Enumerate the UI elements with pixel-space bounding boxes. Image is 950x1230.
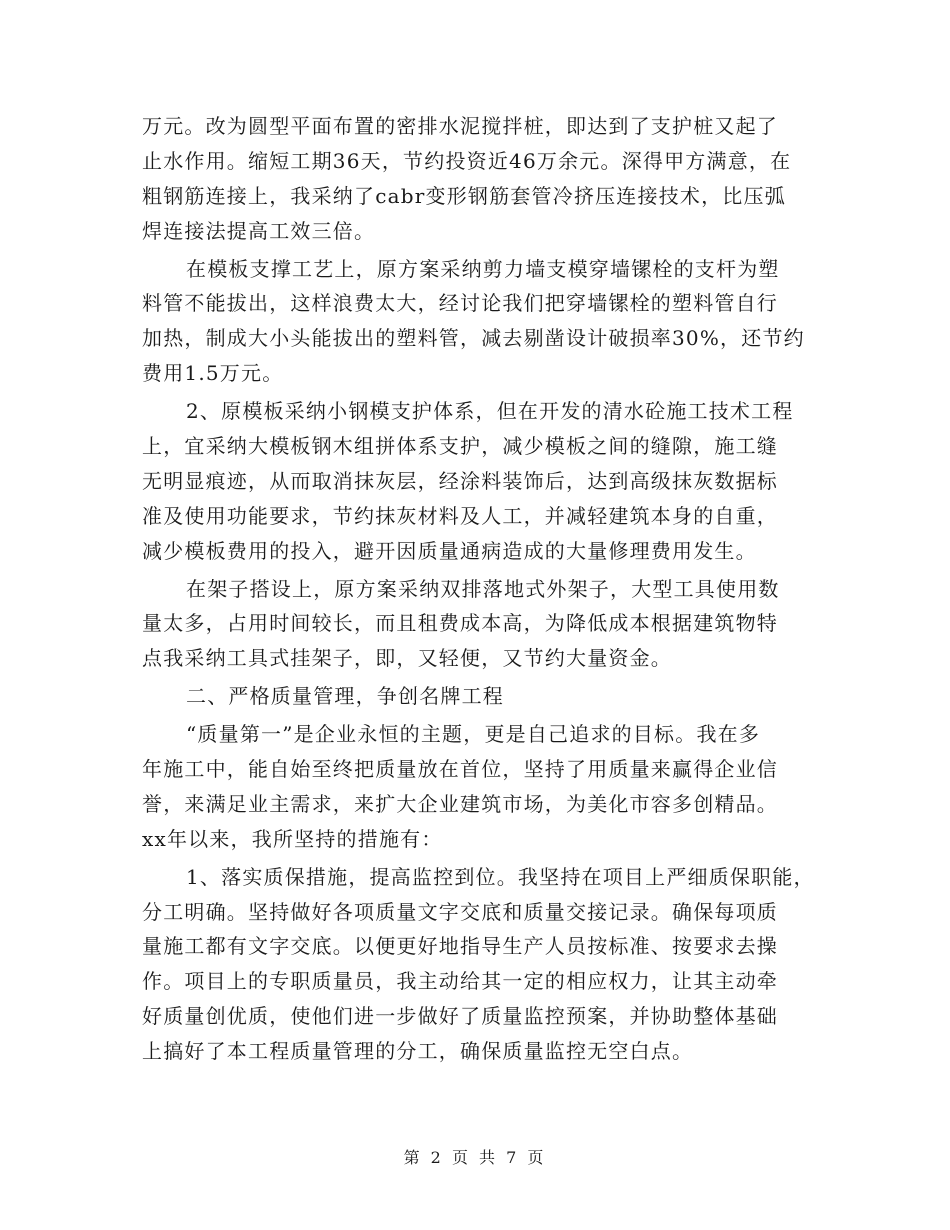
text-line: 量太多，占用时间较长，而且租费成本高，为降低成本根据建筑物特 — [142, 611, 778, 636]
text-line: 焊连接法提高工效三倍。 — [142, 218, 376, 243]
text-line: 粗钢筋连接上，我采纳了cabr变形钢筋套管冷挤压连接技术，比压弧 — [142, 183, 786, 208]
text-line: 止水作用。缩短工期36天，节约投资近46万余元。深得甲方满意，在 — [142, 148, 792, 173]
text-line: 在模板支撑工艺上，原方案采纳剪力墙支模穿墙镙栓的支杆为塑 — [186, 256, 780, 281]
text-line: 点我采纳工具式挂架子，即，又轻便，又节约大量资金。 — [142, 646, 672, 671]
text-line: 万元。改为圆型平面布置的密排水泥搅拌桩，即达到了支护桩又起了 — [142, 114, 778, 138]
text-line: 费用1.5万元。 — [142, 361, 284, 386]
text-line: 年施工中，能自始至终把质量放在首位，坚持了用质量来赢得企业信 — [142, 757, 778, 782]
text-line: 上搞好了本工程质量管理的分工，确保质量监控无空白点。 — [142, 1039, 694, 1064]
text-line: 量施工都有文字交底。以便更好地指导生产人员按标准、按要求去操 — [142, 934, 778, 959]
text-line: 1、落实质保措施，提高监控到位。我坚持在项目上严细质保职能， — [186, 864, 815, 889]
text-line: 好质量创优质，使他们进一步做好了质量监控预案，并协助整体基础 — [142, 1004, 778, 1029]
text-line: 誉，来满足业主需求，来扩大企业建筑市场，为美化市容多创精品。 — [142, 791, 778, 816]
text-line: xx年以来，我所坚持的措施有： — [142, 826, 443, 851]
text-line: 加热，制成大小头能拔出的塑料管，减去剔凿设计破损率30%，还节约 — [142, 326, 805, 351]
text-line: 2、原模板采纳小钢模支护体系，但在开发的清水砼施工技术工程 — [186, 399, 794, 424]
text-line: 料管不能拔出，这样浪费太大，经讨论我们把穿墙镙栓的塑料管自行 — [142, 291, 778, 316]
text-line: 在架子搭设上，原方案采纳双排落地式外架子，大型工具使用数 — [186, 576, 780, 601]
text-line: 无明显痕迹，从而取消抹灰层，经涂料装饰后，达到高级抹灰数据标 — [142, 468, 778, 493]
section-heading: 二、严格质量管理，争创名牌工程 — [186, 684, 504, 709]
text-line: 减少模板费用的投入，避开因质量通病造成的大量修理费用发生。 — [142, 538, 757, 563]
text-line: 分工明确。坚持做好各项质量文字交底和质量交接记录。确保每项质 — [142, 899, 778, 924]
document-body — [142, 109, 832, 1069]
page-number: 第 2 页 共 7 页 — [403, 1148, 547, 1167]
text-line: 上，宜采纳大模板钢木组拼体系支护，减少模板之间的缝隙，施工缝 — [142, 434, 778, 459]
text-line: “质量第一”是企业永恒的主题，更是自己追求的目标。我在多 — [186, 722, 761, 747]
text-line: 作。项目上的专职质量员，我主动给其一定的相应权力，让其主动牵 — [142, 969, 778, 994]
text-line: 准及使用功能要求，节约抹灰材料及人工，并减轻建筑本身的自重， — [142, 503, 778, 528]
